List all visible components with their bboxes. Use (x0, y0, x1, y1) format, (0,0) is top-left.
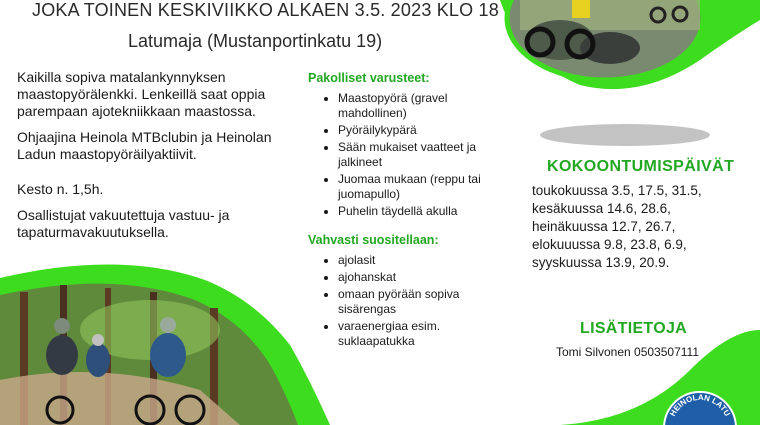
list-item: • varaenergiaa esim. suklaapatukka (338, 319, 508, 349)
list-item: • omaan pyörään sopiva sisärengas (338, 287, 508, 317)
insurance-paragraph: Osallistujat vakuutettuja vastuu- ja tapaturmavakuutuksella. (17, 207, 230, 240)
date-line: toukokuussa 3.5, 17.5, 31.5, (532, 183, 702, 198)
list-item: • Pyöräilykypärä (338, 123, 508, 138)
required-list (308, 91, 508, 219)
instructors-paragraph: Ohjaajina Heinola MTBclubin ja Heinolan Ladun maastopyöräilyaktiivit. (17, 129, 272, 162)
shadow-blob (540, 124, 710, 146)
intro-text (17, 69, 295, 250)
info-title: LISÄTIETOJA (580, 320, 688, 337)
list-item: • ajohanskat (338, 270, 508, 285)
duration-paragraph: Kesto n. 1,5h. (17, 181, 104, 197)
event-location: Latumaja (Mustanportinkatu 19) (128, 31, 383, 51)
list-item: • ajolasit (338, 253, 508, 268)
list-item: • Sään mukaiset vaatteet ja jalkineet (338, 140, 508, 170)
required-title: Pakolliset varusteet: (308, 71, 430, 85)
date-line: syyskuussa 13.9, 20.9. (532, 255, 670, 270)
recommended-title: Vahvasti suositellaan: (308, 233, 439, 247)
logo-text: HEINOLAN LATU (668, 392, 732, 418)
date-line: kesäkuussa 14.6, 28.6, (532, 201, 671, 216)
list-item: • Maastopyörä (gravel mahdollinen) (338, 91, 508, 121)
list-item: • Puhelin täydellä akulla (338, 204, 508, 219)
recommended-list (308, 253, 508, 349)
dates-title: KOKOONTUMISPÄIVÄT (547, 158, 735, 175)
intro-paragraph: Kaikilla sopiva matalankynnyksen maastopyörälenkki. Lenkeillä saat oppia parempaan ajotekniikkaan maastossa. (17, 69, 266, 119)
dates-list (532, 182, 702, 272)
event-headline: JOKA TOINEN KESKIVIIKKO ALKAEN 3.5. 2023 KLO 18 (32, 0, 499, 20)
list-item: • Juomaa mukaan (reppu tai juomapullo) (338, 172, 508, 202)
contact-info: Tomi Silvonen 0503507111 (556, 345, 699, 359)
equipment-section (308, 71, 508, 363)
date-line: heinäkuussa 12.7, 26.7, (532, 219, 676, 234)
date-line: elokuuussa 9.8, 23.8, 6.9, (532, 237, 687, 252)
